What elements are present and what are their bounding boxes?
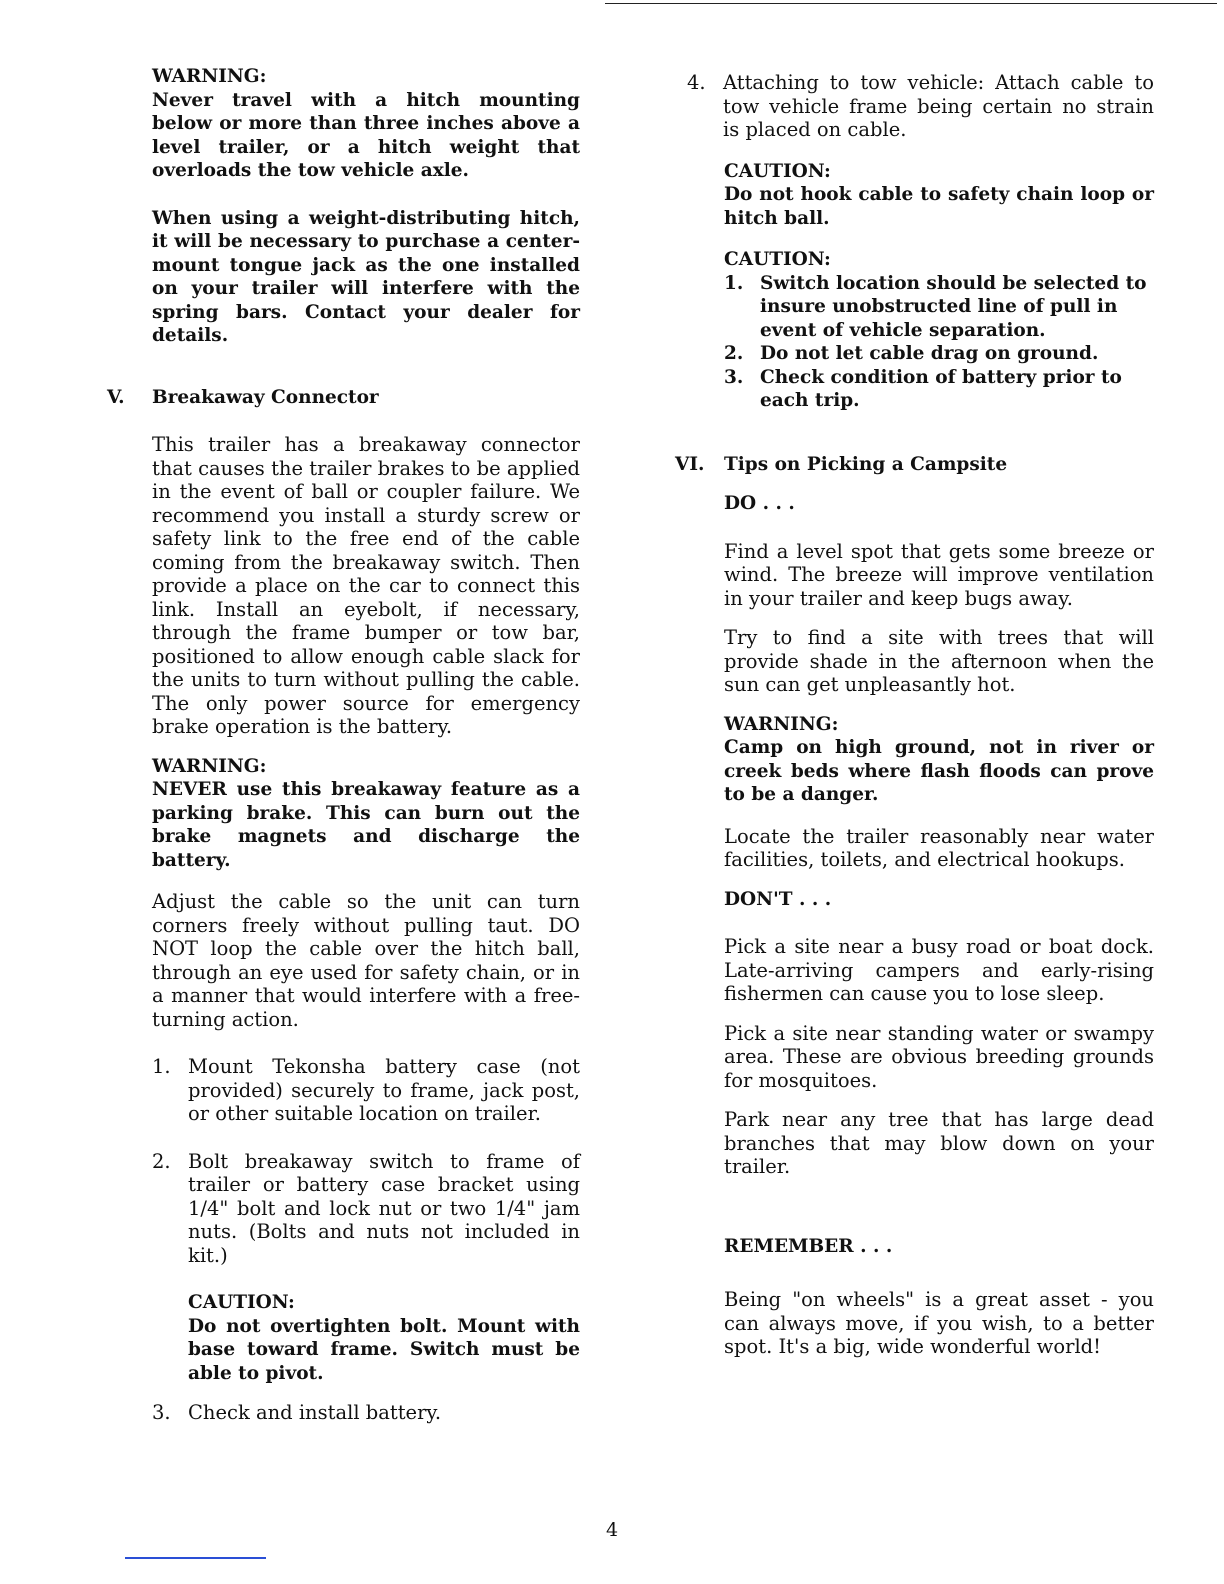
caution-text: Do not overtighten bolt. Mount with base toward frame. Switch must be able to pivot. (188, 1315, 580, 1384)
section-heading-campsite (675, 453, 1154, 477)
list-text: Check condition of battery prior to each trip. (760, 366, 1122, 411)
warning-parking-brake-block (152, 755, 580, 873)
remember-paragraph: Being "on wheels" is a great asset - you can always move, if you wish, to a better spot. It's a big, wide wonderful world! (724, 1288, 1154, 1358)
dont-paragraph: Park near any tree that has large dead branches that may blow down on your trailer. (724, 1108, 1154, 1178)
list-text: Switch location should be selected to insure unobstructed line of pull in event of vehicle separation. (760, 272, 1147, 341)
dont-paragraph: Pick a site near a busy road or boat dock. Late-arriving campers and early-rising fishermen can cause you to lose sleep. (724, 935, 1154, 1005)
dont-label: DON'T . . . (724, 888, 832, 910)
caution-label: CAUTION: (188, 1292, 295, 1313)
do-paragraph: Try to find a site with trees that will provide shade in the afternoon when the sun can get unpleasantly hot. (724, 626, 1154, 696)
warning-label: WARNING: (152, 755, 267, 777)
right-column (675, 71, 1154, 1359)
list-item (152, 1055, 580, 1126)
list-text: Check and install battery. (188, 1401, 442, 1424)
warning-text: Never travel with a hitch mounting below or more than three inches above a level trailer, or a hitch weight that overloads the tow vehicle axle. (152, 89, 580, 181)
warning-hitch-block (152, 65, 580, 183)
caution-hook-block (724, 160, 1154, 231)
warning-text: Camp on high ground, not in river or creek beds where flash floods can prove to be a danger. (724, 737, 1154, 805)
breakaway-paragraph: This trailer has a breakaway connector that causes the trailer brakes to be applied in the event of ball or coupler failure. We recommend you install a sturdy screw or safety link to the free end of the cable coming from the breakaway switch. Then provide a place on the car to connect this link. Install an eyebolt, if necessary, through the frame bumper or tow bar, positioned to allow enough cable slack for the units to turn without pulling the cable. The only power source for emergency brake operation is the battery. (152, 433, 580, 738)
list-number: 3. (152, 1401, 171, 1424)
section-number: V. (107, 386, 125, 408)
caution-switch-block (724, 248, 1154, 413)
bottom-rule (125, 1557, 266, 1559)
do-label: DO . . . (724, 493, 795, 514)
list-item (724, 342, 1154, 366)
page-number: 4 (605, 1519, 619, 1541)
list-number: 4. (687, 71, 706, 94)
caution-label: CAUTION: (724, 249, 831, 270)
list-item (724, 366, 1154, 413)
list-item (724, 272, 1154, 343)
warning-label: WARNING: (724, 713, 839, 735)
remember-label: REMEMBER . . . (724, 1235, 893, 1257)
warning-text: NEVER use this breakaway feature as a parking brake. This can burn out the brake magnets and discharge the battery. (152, 779, 580, 871)
do-paragraph: Find a level spot that gets some breeze or wind. The breeze will improve ventilation in your trailer and keep bugs away. (724, 539, 1154, 610)
list-text: Attaching to tow vehicle: Attach cable to tow vehicle frame being certain no strain is placed on cable. (723, 71, 1154, 141)
do-paragraph: Locate the trailer reasonably near water facilities, toilets, and electrical hookups. (724, 824, 1154, 871)
list-item (152, 1150, 580, 1268)
list-text: Do not let cable drag on ground. (760, 343, 1099, 364)
list-number: 1. (152, 1055, 171, 1078)
list-number: 2. (724, 343, 744, 364)
list-number: 3. (724, 366, 744, 388)
caution-label: CAUTION: (724, 160, 831, 182)
adjust-cable-paragraph: Adjust the cable so the unit can turn corners freely without pulling taut. DO NOT loop the cable over the hitch ball, through an eye used for safety chain, or in a manner that would interfere with a free-turning action. (152, 890, 580, 1031)
caution-overtighten-block (152, 1291, 580, 1385)
list-text: Mount Tekonsha battery case (not provided) securely to frame, jack post, or other suitable location on trailer. (188, 1055, 580, 1125)
caution-text: Do not hook cable to safety chain loop or hitch ball. (724, 184, 1154, 229)
top-rule (605, 3, 1217, 4)
warning-flood-block (724, 713, 1154, 807)
list-item (152, 1401, 580, 1425)
list-text: Bolt breakaway switch to frame of trailer or battery case bracket using 1/4" bolt and lock nut or two 1/4" jam nuts. (Bolts and nuts not included in kit.) (188, 1149, 580, 1267)
weight-hitch-note: When using a weight-distributing hitch, it will be necessary to purchase a center-mount tongue jack as the one installed on your trailer will interfere with the spring bars. Contact your dealer for details. (152, 207, 580, 346)
section-heading-breakaway (107, 386, 580, 410)
dont-paragraph: Pick a site near standing water or swampy area. These are obvious breeding grounds for mosquitoes. (724, 1021, 1154, 1092)
section-title: Breakaway Connector (152, 386, 379, 408)
left-column (107, 65, 580, 1425)
list-number: 2. (152, 1149, 171, 1173)
list-number: 1. (724, 272, 744, 294)
section-number: VI. (675, 453, 705, 475)
section-title: Tips on Picking a Campsite (724, 453, 1008, 475)
warning-label: WARNING: (152, 66, 267, 87)
list-item (687, 71, 1154, 142)
